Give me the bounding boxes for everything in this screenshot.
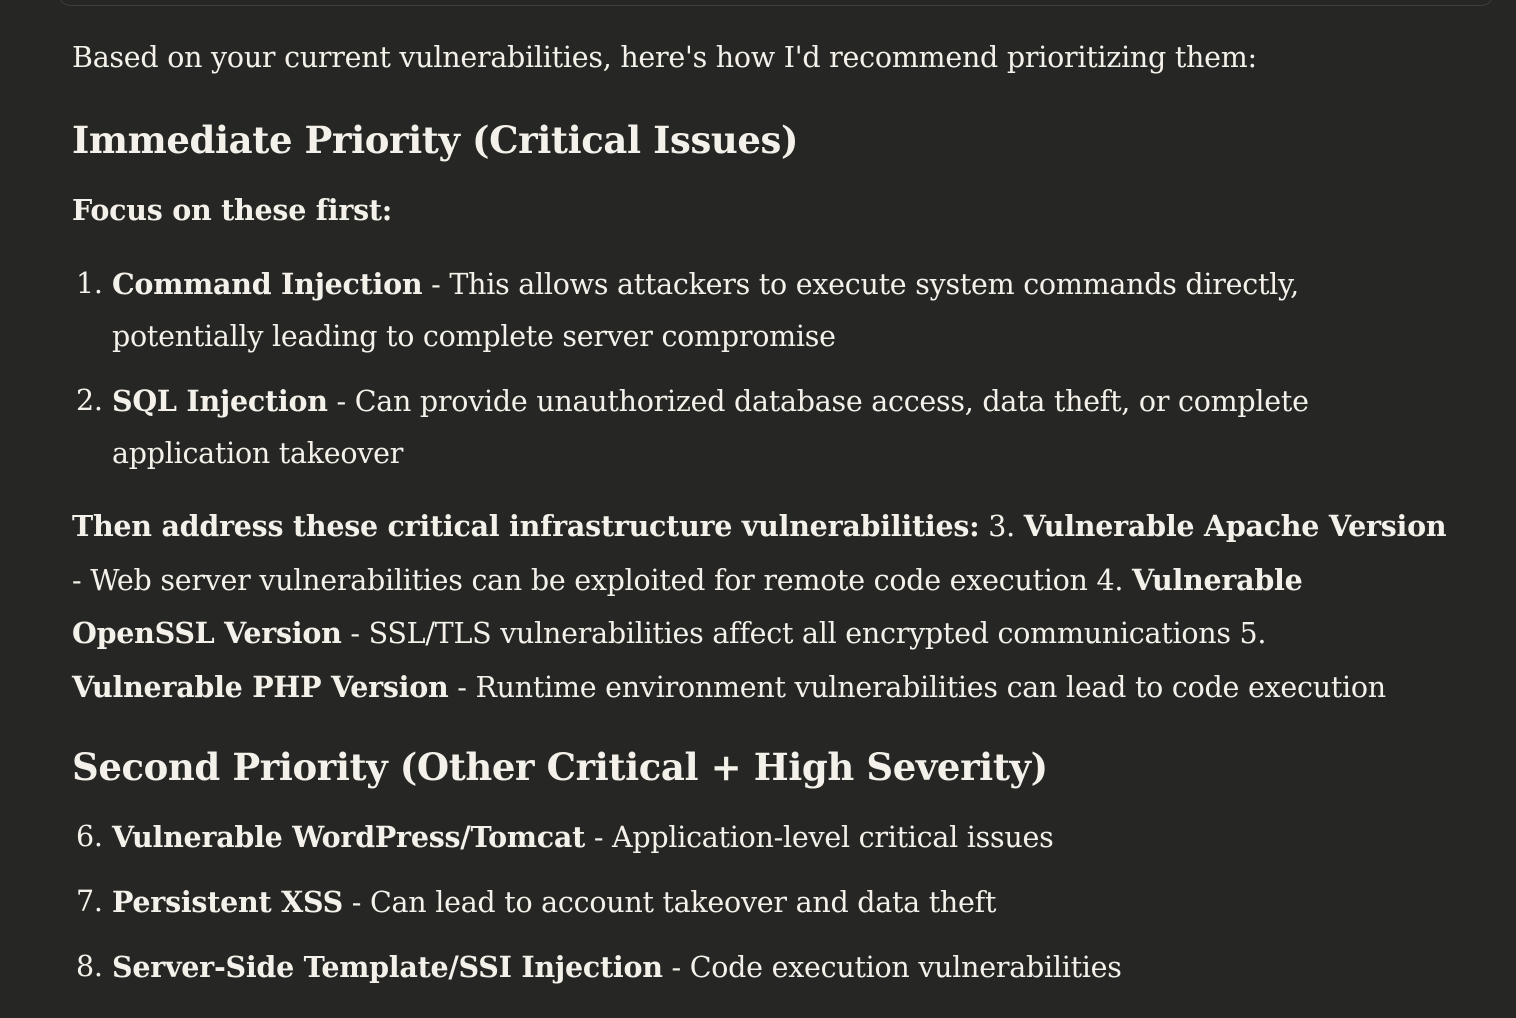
vulnerability-title: Vulnerable — [1131, 562, 1303, 597]
list-number: 3. — [979, 510, 1024, 543]
vulnerability-title: SQL Injection — [112, 384, 328, 418]
list-item-text — [112, 941, 1432, 994]
immediate-priority-heading: Immediate Priority (Critical Issues) — [72, 118, 799, 162]
list-number: 6. — [76, 820, 103, 853]
list-number: 8. — [76, 950, 103, 983]
list-item-text — [112, 258, 1432, 363]
infrastructure-lead: Then address these critical infrastructure vulnerabilities: — [72, 509, 980, 543]
vulnerability-title: Vulnerable Apache Version — [1023, 509, 1447, 543]
list-separator: - — [343, 886, 370, 919]
list-separator: - — [662, 951, 690, 984]
vulnerability-title: Vulnerable PHP Version — [72, 669, 449, 704]
vulnerability-description: Code execution vulnerabilities — [689, 951, 1122, 984]
vulnerability-description: - Web server vulnerabilities can be exploited for remote code execution — [72, 563, 1088, 597]
vulnerability-title-continued: OpenSSL Version — [72, 616, 342, 650]
list-item-line — [112, 375, 1432, 428]
list-number: 4. — [1087, 563, 1132, 597]
list-separator: - — [422, 268, 450, 301]
vulnerability-description-continued: application takeover — [112, 437, 404, 470]
infrastructure-line-4 — [72, 661, 1444, 715]
vulnerability-title: Server-Side Template/SSI Injection — [112, 950, 663, 984]
infrastructure-line-1 — [72, 500, 1447, 554]
infrastructure-vulnerabilities-paragraph — [72, 500, 1447, 714]
intro-text: Based on your current vulnerabilities, here's how I'd recommend prioritizing them: — [72, 41, 1257, 74]
vulnerability-description: Can lead to account takeover and data theft — [370, 886, 997, 919]
vulnerability-description: Can provide unauthorized database access, data theft, or complete — [354, 385, 1309, 418]
list-item-persistent-xss — [72, 876, 1432, 929]
list-item-wordpress-tomcat — [72, 811, 1432, 864]
vulnerability-description: - Runtime environment vulnerabilities can lead to code execution — [448, 670, 1386, 704]
vulnerability-title: Command Injection — [112, 267, 423, 301]
second-priority-heading: Second Priority (Other Critical + High Severity) — [72, 745, 1048, 789]
vulnerability-description: This allows attackers to execute system commands directly, — [449, 268, 1299, 301]
list-item-sql-injection — [72, 375, 1432, 480]
previous-message-frame — [58, 0, 1494, 6]
list-number: 7. — [76, 885, 103, 918]
vulnerability-description-continued: potentially leading to complete server compromise — [112, 320, 836, 353]
list-number: 1. — [76, 267, 103, 300]
vulnerability-title: Persistent XSS — [112, 885, 343, 919]
list-item-template-ssi-injection — [72, 941, 1432, 994]
vulnerability-title: Vulnerable WordPress/Tomcat — [112, 820, 586, 854]
list-separator: - — [585, 821, 613, 854]
infrastructure-line-2 — [72, 554, 1444, 608]
list-separator: - — [327, 385, 355, 418]
list-item-text — [112, 811, 1432, 864]
list-number: 5. — [1230, 617, 1267, 650]
list-item-text — [112, 876, 1432, 929]
vulnerability-description: - SSL/TLS vulnerabilities affect all encrypted communications — [341, 617, 1231, 650]
infrastructure-line-3 — [72, 607, 1444, 661]
focus-label: Focus on these first: — [72, 193, 393, 227]
vulnerability-description: Application-level critical issues — [612, 821, 1054, 854]
list-item-line — [112, 258, 1432, 311]
list-number: 2. — [76, 384, 103, 417]
list-item-command-injection — [72, 258, 1432, 363]
list-item-text — [112, 375, 1432, 480]
